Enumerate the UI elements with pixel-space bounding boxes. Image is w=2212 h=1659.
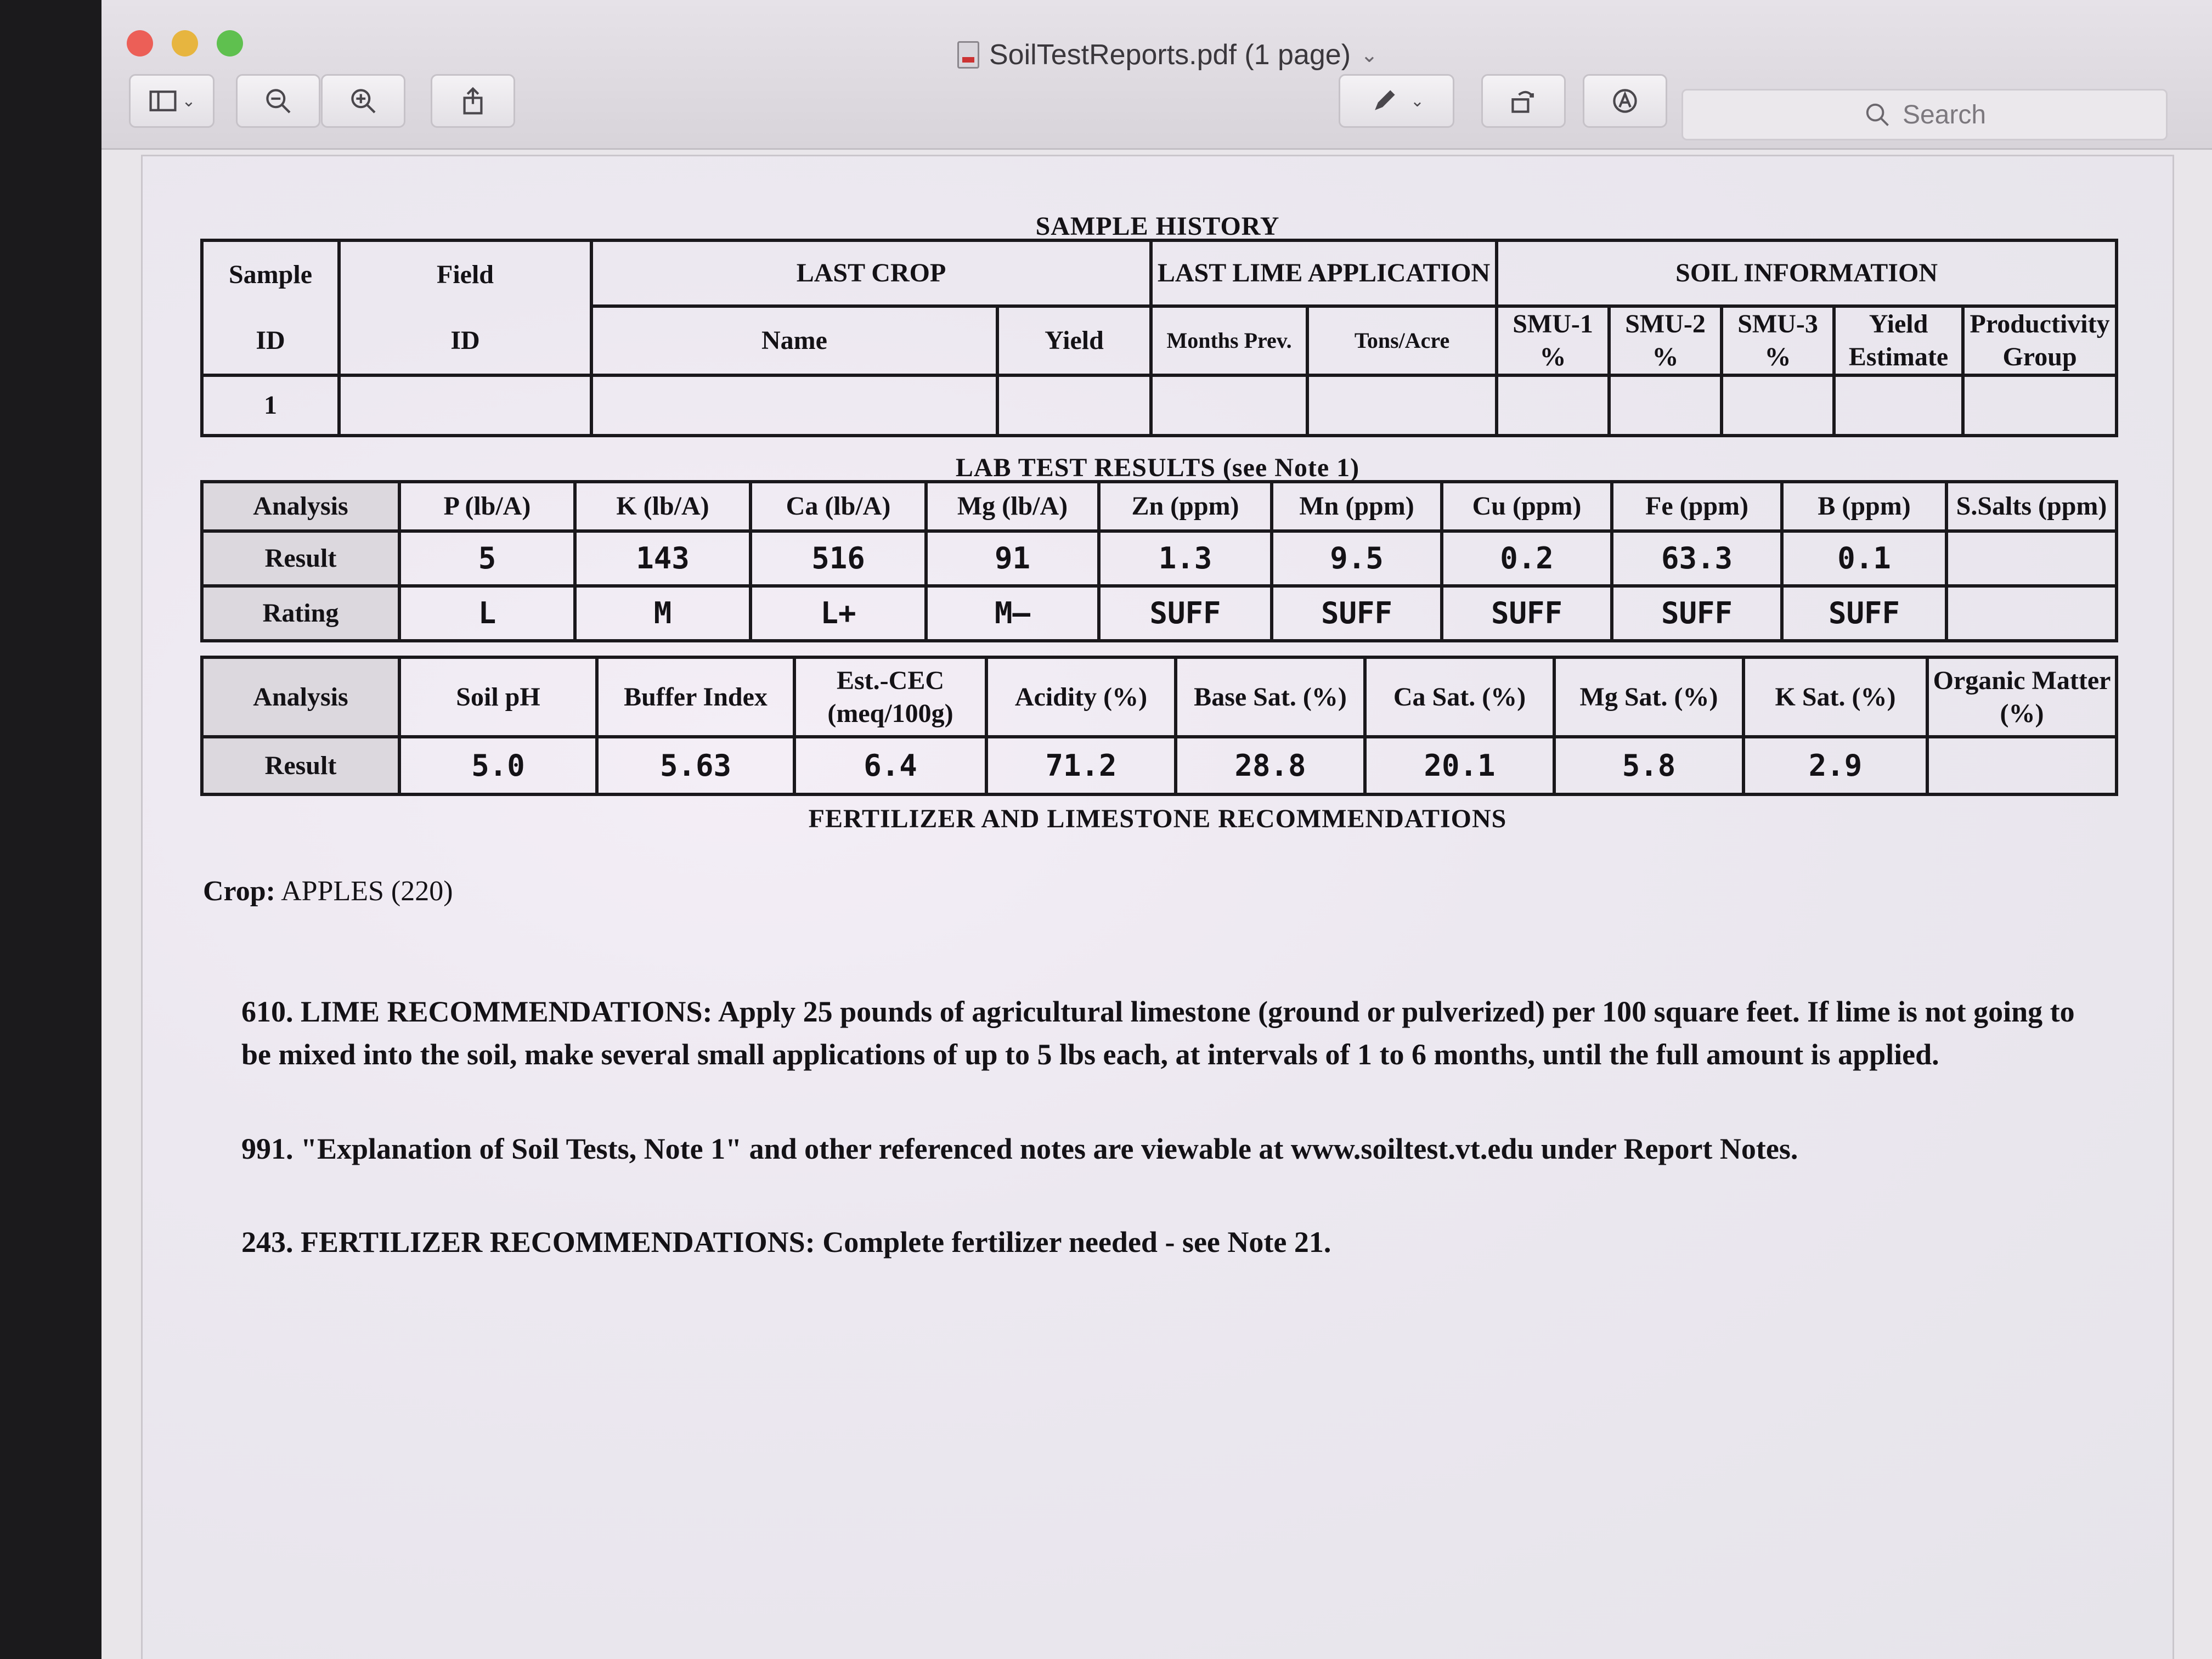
chem-header-cell: Est.-CEC (meq/100g) <box>794 657 986 737</box>
lab-result-cell: 91 <box>926 531 1099 586</box>
lab-rating-cell: SUFF <box>1442 586 1612 641</box>
chevron-down-icon: ⌄ <box>182 91 196 111</box>
markup-pen-icon <box>1369 86 1400 116</box>
smu3-header: SMU-3 % <box>1722 306 1834 375</box>
chem-result-row <box>202 737 2117 794</box>
rotate-icon <box>1508 86 1539 116</box>
lab-result-cell: 143 <box>575 531 751 586</box>
productivity-group-header: Productivity Group <box>1963 306 2117 375</box>
chem-header-cell: Mg Sat. (%) <box>1554 657 1743 737</box>
lab-header-cell: B (ppm) <box>1782 482 1946 531</box>
search-placeholder: Search <box>1902 100 1987 129</box>
zoom-in-button[interactable] <box>321 74 405 128</box>
lab-result-cell: 0.2 <box>1442 531 1612 586</box>
lab-header-cell: Zn (ppm) <box>1099 482 1272 531</box>
lab-result-cell: 63.3 <box>1612 531 1782 586</box>
sample-id-header: Sample ID <box>202 240 339 375</box>
search-field[interactable] <box>1681 89 2168 140</box>
crop-name-value <box>591 375 997 436</box>
smu2-header: SMU-2 % <box>1609 306 1722 375</box>
lab-rating-cell: M <box>575 586 751 641</box>
lab-rating-row <box>202 586 2117 641</box>
chem-header-cell: Buffer Index <box>597 657 794 737</box>
share-button[interactable] <box>431 74 515 128</box>
crop-line <box>203 875 453 907</box>
lab-results-table <box>200 480 2118 642</box>
chem-result-cell: 5.8 <box>1554 737 1743 794</box>
field-id-header: Field ID <box>339 240 591 375</box>
lab-header-cell: Fe (ppm) <box>1612 482 1782 531</box>
rotate-button[interactable] <box>1481 74 1566 128</box>
chem-result-cell <box>1927 737 2117 794</box>
chem-header-cell: Soil pH <box>399 657 597 737</box>
chem-header-cell: Base Sat. (%) <box>1176 657 1365 737</box>
last-crop-header: LAST CROP <box>591 240 1151 306</box>
months-prev-value <box>1151 375 1307 436</box>
lab-rating-cell: SUFF <box>1099 586 1272 641</box>
lab-header-cell: K (lb/A) <box>575 482 751 531</box>
chem-result-cell: 6.4 <box>794 737 986 794</box>
lab-rating-cell: SUFF <box>1272 586 1442 641</box>
pdf-page <box>143 156 2172 1659</box>
lab-header-cell: Analysis <box>202 482 399 531</box>
lab-result-cell <box>1946 531 2117 586</box>
minimize-window-button[interactable] <box>172 30 198 57</box>
lab-result-cell: 5 <box>399 531 575 586</box>
last-lime-header: LAST LIME APPLICATION <box>1151 240 1497 306</box>
sample-history-table <box>200 239 2118 437</box>
chem-result-cell: 5.63 <box>597 737 794 794</box>
lab-result-cell: 516 <box>751 531 926 586</box>
lab-header-cell: Mn (ppm) <box>1272 482 1442 531</box>
lab-rating-cell <box>1946 586 2117 641</box>
lab-rating-cell: L+ <box>751 586 926 641</box>
chem-header-row <box>202 657 2117 737</box>
tons-acre-header: Tons/Acre <box>1307 306 1497 375</box>
chem-header-cell: K Sat. (%) <box>1743 657 1927 737</box>
soil-info-header: SOIL INFORMATION <box>1497 240 2117 306</box>
soil-chem-table <box>200 656 2118 796</box>
lab-header-cell: S.Salts (ppm) <box>1946 482 2117 531</box>
zoom-in-icon <box>348 86 379 116</box>
lab-rating-cell: L <box>399 586 575 641</box>
yield-estimate-value <box>1834 375 1963 436</box>
lab-header-row <box>202 482 2117 531</box>
document-title-text: SoilTestReports.pdf (1 page) <box>989 39 1351 71</box>
lab-result-cell: 9.5 <box>1272 531 1442 586</box>
smu2-value <box>1609 375 1722 436</box>
lab-rating-cell: SUFF <box>1782 586 1946 641</box>
chem-header-cell: Ca Sat. (%) <box>1365 657 1554 737</box>
yield-estimate-header: Yield Estimate <box>1834 306 1963 375</box>
chem-result-label: Result <box>202 737 399 794</box>
crop-yield-header: Yield <box>997 306 1151 375</box>
recommendations-heading: FERTILIZER AND LIMESTONE RECOMMENDATIONS <box>808 804 1507 833</box>
title-bar <box>101 0 2212 150</box>
annotate-button[interactable] <box>1583 74 1667 128</box>
smu3-value <box>1722 375 1834 436</box>
lab-result-row <box>202 531 2117 586</box>
preview-window <box>101 0 2212 1659</box>
lab-rating-cell: SUFF <box>1612 586 1782 641</box>
chevron-down-icon: ⌄ <box>1410 91 1425 111</box>
close-window-button[interactable] <box>127 30 153 57</box>
chem-result-cell: 5.0 <box>399 737 597 794</box>
smu1-value <box>1497 375 1609 436</box>
annotate-icon <box>1610 86 1640 116</box>
lab-header-cell: Mg (lb/A) <box>926 482 1099 531</box>
lab-header-cell: Ca (lb/A) <box>751 482 926 531</box>
lab-rating-cell: M– <box>926 586 1099 641</box>
lab-result-label: Result <box>202 531 399 586</box>
document-title[interactable] <box>957 33 1378 77</box>
lab-rating-label: Rating <box>202 586 399 641</box>
markup-button[interactable] <box>1339 74 1454 128</box>
smu1-header: SMU-1 % <box>1497 306 1609 375</box>
search-icon <box>1863 100 1892 129</box>
lab-result-cell: 0.1 <box>1782 531 1946 586</box>
sample-history-heading: SAMPLE HISTORY <box>1035 212 1280 241</box>
productivity-group-value <box>1963 375 2117 436</box>
chem-result-cell: 71.2 <box>986 737 1176 794</box>
zoom-out-icon <box>263 86 294 116</box>
crop-yield-value <box>997 375 1151 436</box>
crop-label: Crop: <box>203 876 275 907</box>
lab-header-cell: Cu (ppm) <box>1442 482 1612 531</box>
chem-result-cell: 28.8 <box>1176 737 1365 794</box>
crop-value: APPLES (220) <box>281 876 453 907</box>
chem-header-cell: Analysis <box>202 657 399 737</box>
tons-acre-value <box>1307 375 1497 436</box>
lab-header-cell: P (lb/A) <box>399 482 575 531</box>
chevron-down-icon: ⌄ <box>1361 43 1378 67</box>
months-prev-header: Months Prev. <box>1151 306 1307 375</box>
chem-header-cell: Organic Matter (%) <box>1927 657 2117 737</box>
note-610: 610. LIME RECOMMENDATIONS: Apply 25 pounds of agricultural limestone (ground or pulverized) per 100 square feet. If lime is not going to be mixed into the soil, make several small applications of up to 5 lbs each, at intervals of 1 to 6 months, until the full amount is applied. <box>241 995 2075 1071</box>
field-id-value <box>339 375 591 436</box>
zoom-out-button[interactable] <box>236 74 320 128</box>
chem-header-cell: Acidity (%) <box>986 657 1176 737</box>
note-991: 991. "Explanation of Soil Tests, Note 1" and other referenced notes are viewable at www.soiltest.vt.edu under Report Notes. <box>241 1132 1798 1165</box>
chem-result-cell: 2.9 <box>1743 737 1927 794</box>
share-icon <box>458 86 488 116</box>
sample-id-value: 1 <box>202 375 339 436</box>
zoom-window-button[interactable] <box>217 30 243 57</box>
sidebar-toggle-button[interactable] <box>129 74 215 128</box>
crop-name-header: Name <box>591 306 997 375</box>
lab-results-heading: LAB TEST RESULTS (see Note 1) <box>955 453 1360 482</box>
sidebar-icon <box>148 86 178 116</box>
chem-result-cell: 20.1 <box>1365 737 1554 794</box>
note-243: 243. FERTILIZER RECOMMENDATIONS: Complete fertilizer needed - see Note 21. <box>241 1226 1331 1259</box>
lab-result-cell: 1.3 <box>1099 531 1272 586</box>
pdf-file-icon <box>957 41 979 69</box>
